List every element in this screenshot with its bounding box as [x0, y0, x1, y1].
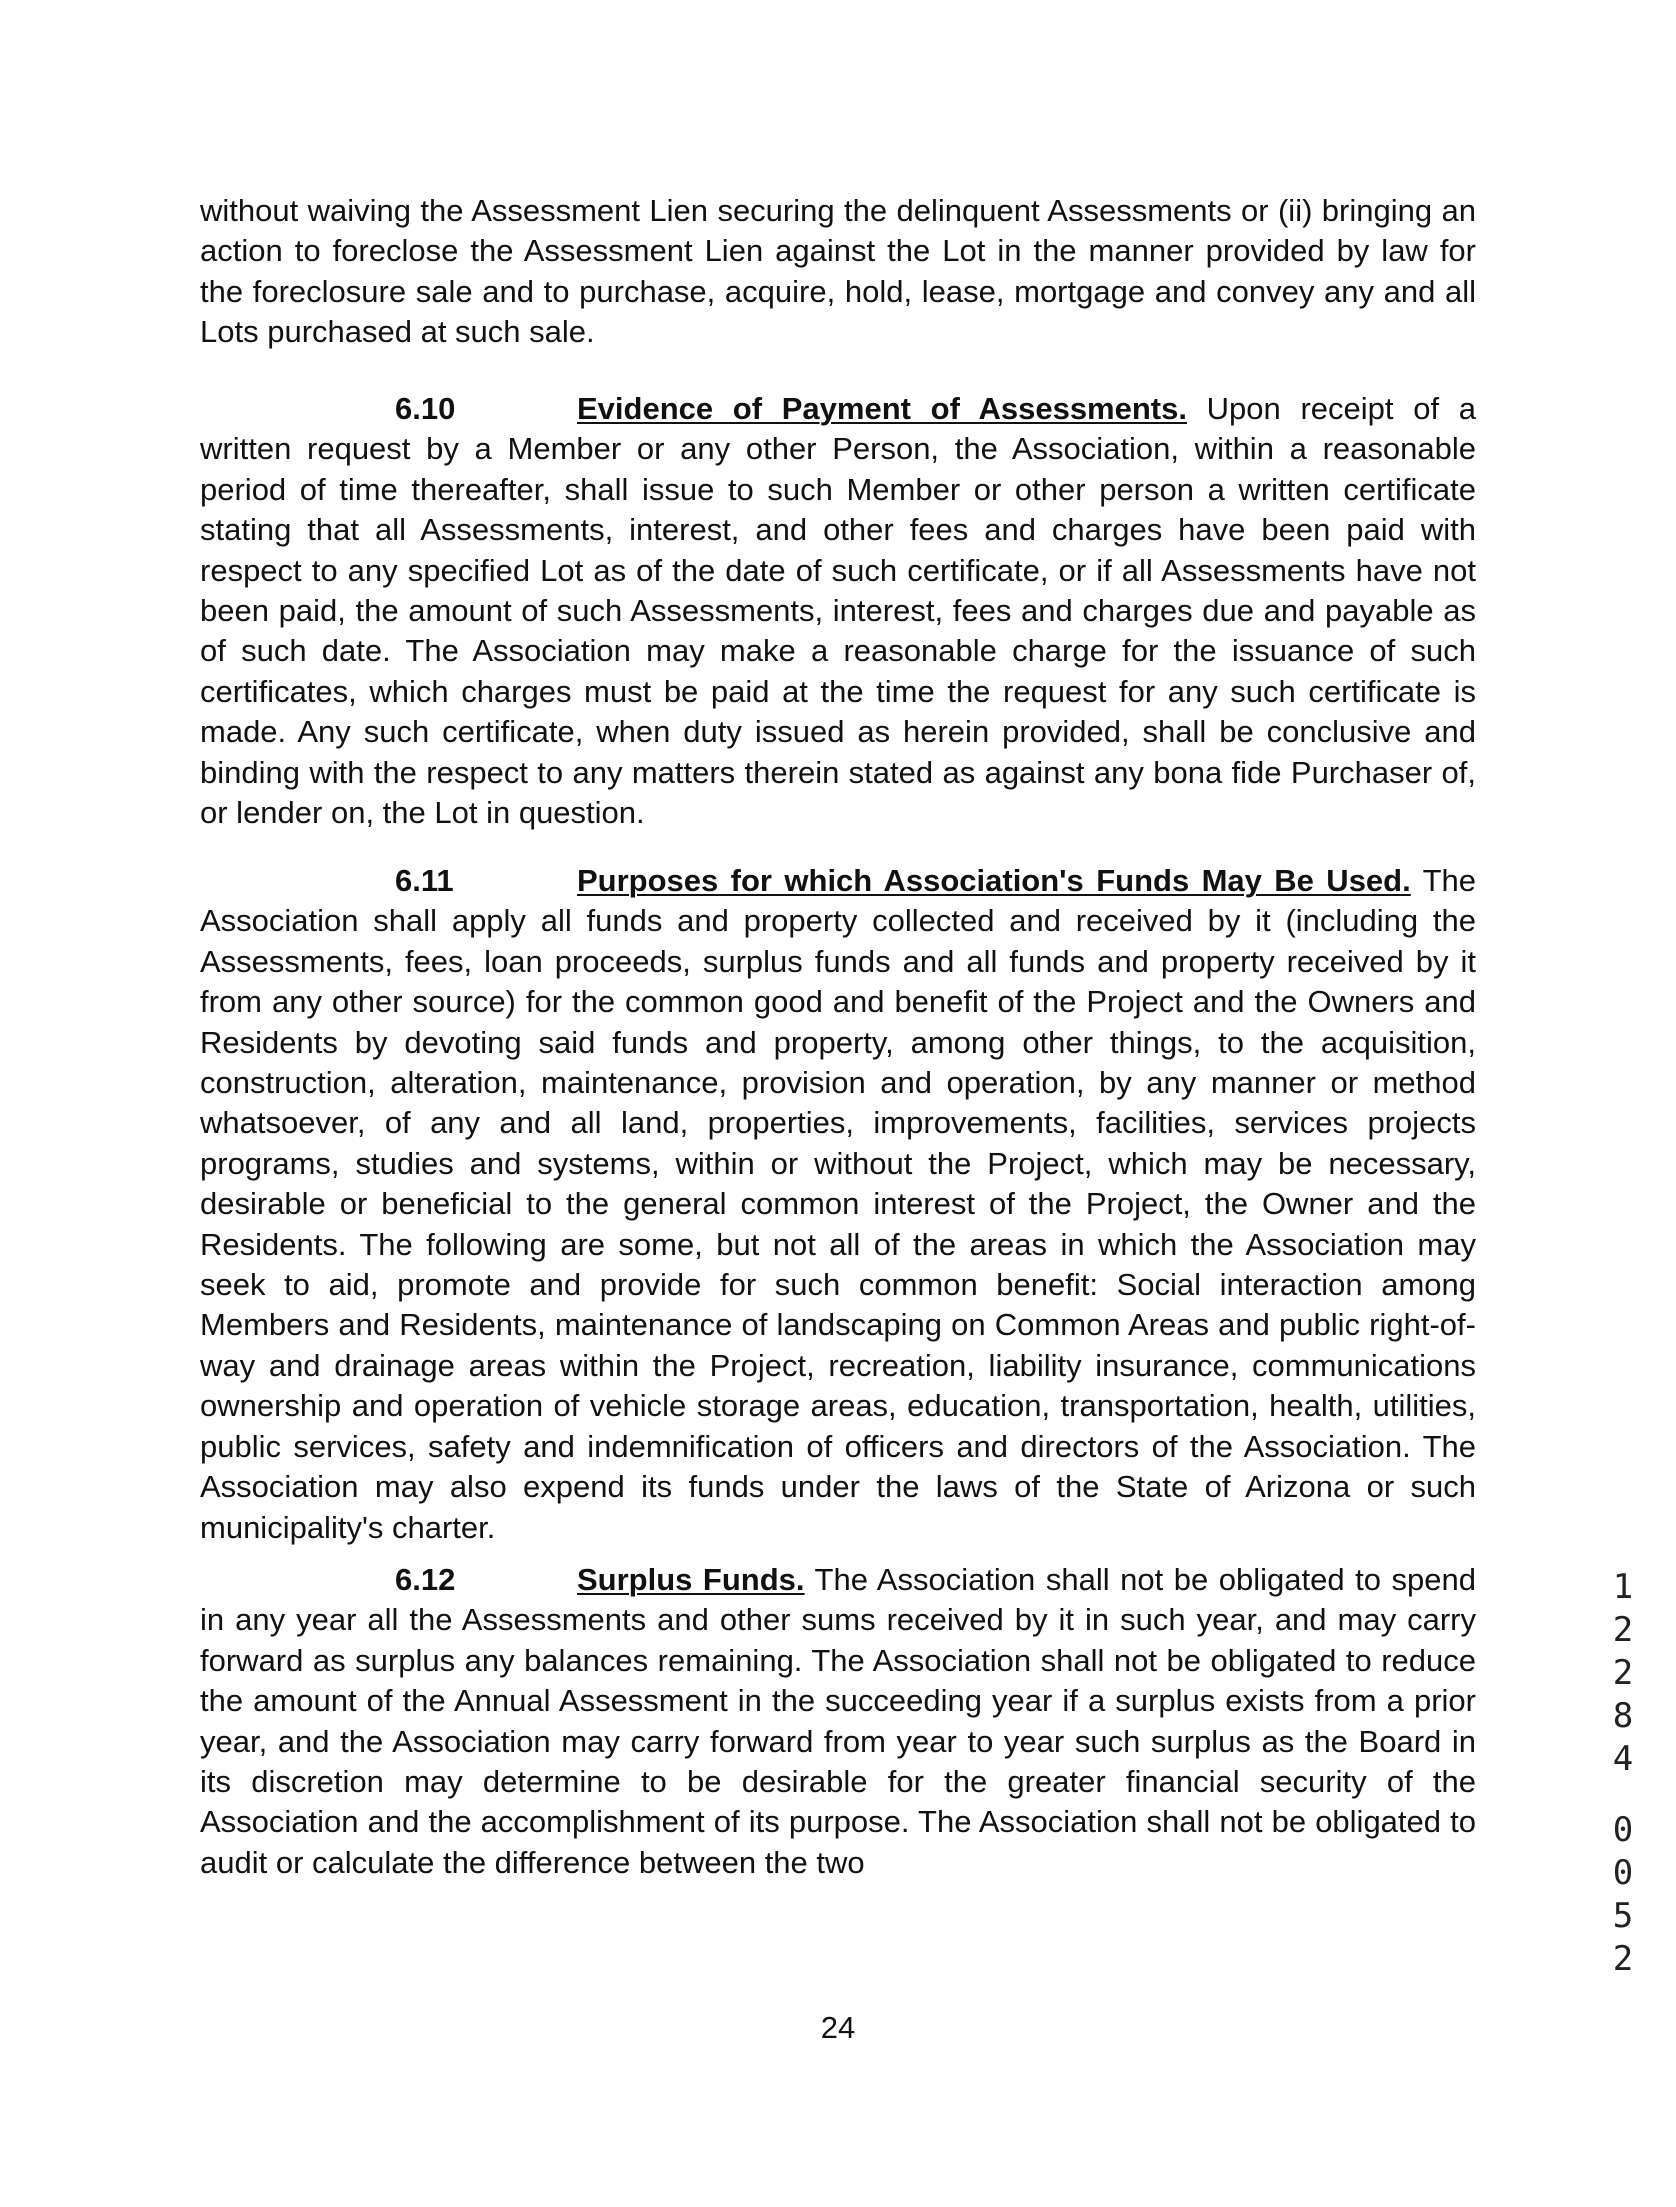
- section-6-12: [200, 1560, 1476, 1883]
- section-heading: Purposes for which Association's Funds May Be Used.: [577, 863, 1411, 898]
- stamp-digit: 8: [1612, 1696, 1634, 1736]
- stamp-digit: 4: [1612, 1739, 1634, 1779]
- stamp-digit: 2: [1612, 1653, 1634, 1693]
- stamp-digit: 2: [1612, 1610, 1634, 1650]
- section-body: The Association shall not be obligated to spend in any year all the Assessments and other sums received by it in such year, and may carry forward as surplus any balances remaining. The Association shall not be obligated to reduce the amount of the Annual Assessment in the succeeding year if a surplus exists from a prior year, and the Association may carry forward from year to year such surplus as the Board in its discretion may determine to be desirable for the greater financial security of the Association and the accomplishment of its purpose. The Association shall not be obligated to audit or calculate the difference between the two: [200, 1562, 1476, 1880]
- page-number: 24: [820, 2010, 856, 2045]
- paragraph-continuation: without waiving the Assessment Lien securing the delinquent Assessments or (ii) bringing an action to foreclose the Assessment Lien against the Lot in the manner provided by law for the foreclosure sale and to purchase, acquire, hold, lease, mortgage and convey any and all Lots purchased at such sale.: [200, 193, 1476, 350]
- section-number: 6.12: [395, 1562, 456, 1597]
- recording-number-stamp: [1605, 1566, 1641, 1981]
- stamp-digit: 0: [1612, 1810, 1634, 1850]
- section-heading: Evidence of Payment of Assessments.: [577, 391, 1187, 426]
- stamp-digit: 0: [1612, 1853, 1634, 1893]
- section-6-11: [200, 861, 1476, 1548]
- section-body: The Association shall apply all funds and property collected and received by it (including the Assessments, fees, loan proceeds, surplus funds and all funds and property received by it from any other source) for the common good and benefit of the Project and the Owners and Residents by devoting said funds and property, among other things, to the acquisition, construction, alteration, maintenance, provision and operation, by any manner or method whatsoever, of any and all land, properties, improvements, facilities, services projects programs, studies and systems, within or without the Project, which may be necessary, desirable or beneficial to the general common interest of the Project, the Owner and the Residents. The following are some, but not all of the areas in which the Association may seek to aid, promote and provide for such common benefit: Social interaction among Members and Residents, maintenance of landscaping on Common Areas and public right-of-way and drainage areas within the Project, recreation, liability insurance, communications ownership and operation of vehicle storage areas, education, transportation, health, utilities, public services, safety and indemnification of officers and directors of the Association. The Association may also expend its funds under the laws of the State of Arizona or such municipality's charter.: [200, 863, 1476, 1545]
- section-heading: Surplus Funds.: [577, 1562, 805, 1597]
- section-body: Upon receipt of a written request by a Member or any other Person, the Association, within a reasonable period of time thereafter, shall issue to such Member or other person a written certificate stating that all Assessments, interest, and other fees and charges have been paid with respect to any specified Lot as of the date of such certificate, or if all Assessments have not been paid, the amount of such Assessments, interest, fees and charges due and payable as of such date. The Association may make a reasonable charge for the issuance of such certificates, which charges must be paid at the time the request for any such certificate is made. Any such certificate, when duty issued as herein provided, shall be conclusive and binding with the respect to any matters therein stated as against any bona fide Purchaser of, or lender on, the Lot in question.: [200, 391, 1476, 831]
- stamp-digit: 1: [1612, 1567, 1634, 1607]
- section-number: 6.11: [395, 863, 454, 898]
- section-number: 6.10: [395, 391, 456, 426]
- stamp-digit: 2: [1612, 1939, 1634, 1979]
- stamp-gap: [1605, 1781, 1641, 1809]
- section-6-10: [200, 389, 1476, 833]
- stamp-digit: 5: [1612, 1896, 1634, 1936]
